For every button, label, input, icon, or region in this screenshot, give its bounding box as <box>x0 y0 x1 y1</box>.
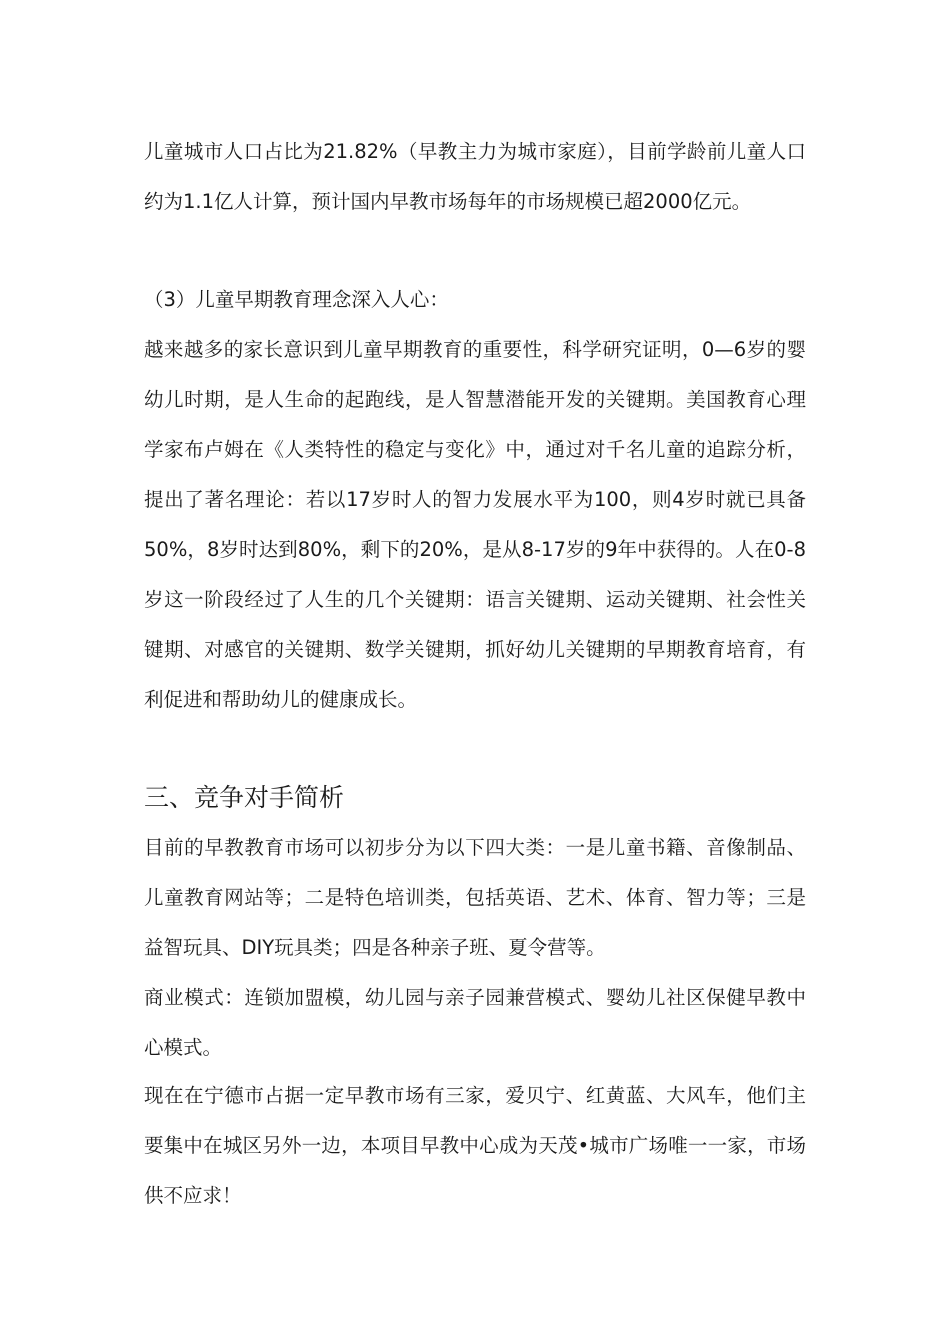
paragraph-early-education: 越来越多的家长意识到儿童早期教育的重要性，科学研究证明，0—6岁的婴幼儿时期，是人生命的起跑线，是人智慧潜能开发的关键期。美国教育心理学家布卢姆在《人类特性的稳定与变化》中，通过对千名儿童的追踪分析，提出了著名理论：若以17岁时人的智力发展水平为100，则4岁时就已具备50%，8岁时达到80%，剩下的20%，是从8-17岁的9年中获得的。人在0-8岁这一阶段经过了人生的几个关键期：语言关键期、运动关键期、社会性关键期、对感官的关键期、数学关键期，抓好幼儿关键期的早期教育培育，有利促进和帮助幼儿的健康成长。 <box>144 338 806 711</box>
paragraph-local-competitors: 现在在宁德市占据一定早教市场有三家，爱贝宁、红黄蓝、大风车，他们主要集中在城区另外一边，本项目早教中心成为天茂•城市广场唯一一家，市场供不应求！ <box>144 1084 806 1207</box>
paragraph-business-model: 商业模式：连锁加盟模，幼儿园与亲子园兼营模式、婴幼儿社区保健早教中心模式。 <box>144 986 806 1059</box>
paragraph-market-categories: 目前的早教教育市场可以初步分为以下四大类：一是儿童书籍、音像制品、儿童教育网站等；二是特色培训类，包括英语、艺术、体育、智力等；三是益智玩具、DIY玩具类；四是各种亲子班、夏令营等。 <box>144 836 806 959</box>
section-heading-competitors: 三、竞争对手简析 <box>144 783 345 812</box>
subheading-early-education: （3）儿童早期教育理念深入人心： <box>144 288 449 311</box>
paragraph-market-size: 儿童城市人口占比为21.82%（早教主力为城市家庭），目前学龄前儿童人口约为1.1亿人计算，预计国内早教市场每年的市场规模已超2000亿元。 <box>144 140 806 213</box>
